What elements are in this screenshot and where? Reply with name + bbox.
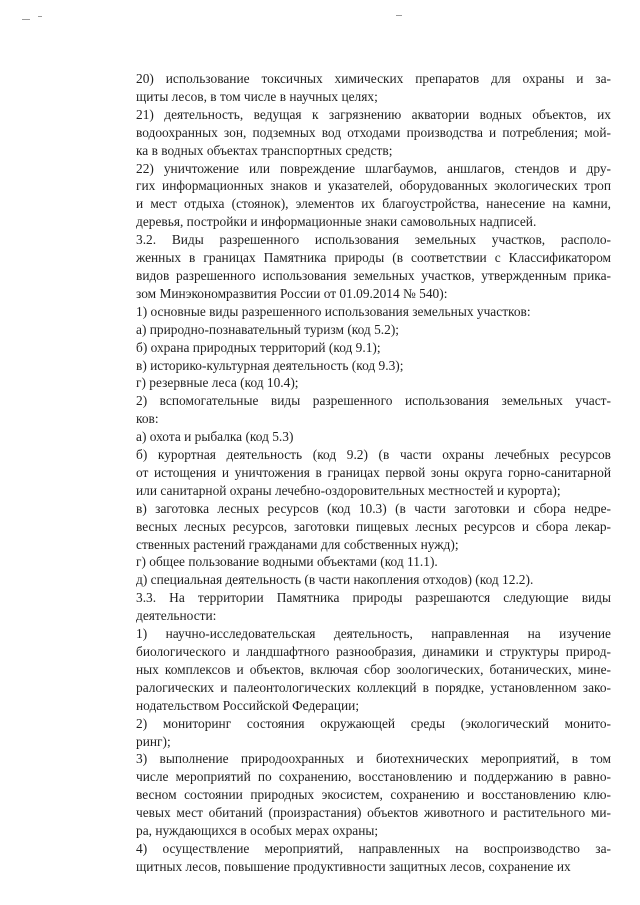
text-line: 2) мониторинг состояния окружающей среды (экологический монито- xyxy=(136,715,611,731)
text-line: ка в водных объектах транспортных средств; xyxy=(136,142,393,158)
text-line: ных комплексов и объектов, включая сбор зоологических, ботанических, мине- xyxy=(136,661,611,677)
text-line: женных в границах Памятника природы (в соответствии с Классификатором xyxy=(136,250,611,266)
text-line: щиты лесов, в том числе в научных целях; xyxy=(136,88,378,104)
paragraph xyxy=(98,625,611,715)
text-line: чевых мест обитаний (произрастания) объектов животного и растительного ми- xyxy=(136,805,611,821)
text-line: ралогических и палеонтологических коллекций в порядке, установленном зако- xyxy=(136,679,611,695)
text-line: биологического и ландшафтного разнообразия, динамики и структуры природ- xyxy=(136,644,611,659)
text-line: 3.3. На территории Памятника природы разрешаются следующие виды xyxy=(136,590,611,606)
text-line: 1) основные виды разрешенного использования земельных участков: xyxy=(136,303,531,319)
paragraph xyxy=(98,715,611,751)
paragraph xyxy=(98,840,611,876)
paragraph xyxy=(98,392,611,428)
paragraph xyxy=(98,357,611,375)
text-line: ринг); xyxy=(136,733,171,749)
text-line: в) заготовка лесных ресурсов (код 10.3) (в части заготовки и сбора недре- xyxy=(136,500,611,516)
paragraph xyxy=(98,750,611,840)
text-line: а) природно-познавательный туризм (код 5.2); xyxy=(136,321,400,337)
text-line: 3.2. Виды разрешенного использования земельных участков, располо- xyxy=(136,232,611,248)
text-line: д) специальная деятельность (в части накопления отходов) (код 12.2). xyxy=(136,572,534,588)
text-line: числе мероприятий по сохранению, восстановлению и поддержанию в равно- xyxy=(136,769,611,785)
paragraph xyxy=(98,374,611,392)
paragraph xyxy=(98,553,611,571)
scan-artifact xyxy=(22,19,30,20)
document-body xyxy=(98,70,611,876)
text-line: нодательством Российской Федерации; xyxy=(136,697,360,713)
text-line: б) курортная деятельность (код 9.2) (в части охраны лечебных ресурсов xyxy=(136,447,611,463)
text-line: весном состоянии природных экосистем, сохранению и восстановлению клю- xyxy=(136,787,611,803)
paragraph xyxy=(98,70,611,106)
text-line: деревья, постройки и информационные знаки самовольных надписей. xyxy=(136,214,537,230)
paragraph xyxy=(98,571,611,589)
paragraph xyxy=(98,339,611,357)
paragraph xyxy=(98,231,611,303)
text-line: а) охота и рыбалка (код 5.3) xyxy=(136,429,294,445)
text-line: ственных растений гражданами для собственных нужд); xyxy=(136,536,459,552)
text-line: деятельности: xyxy=(136,608,217,624)
paragraph xyxy=(98,106,611,160)
text-line: водоохранных зон, подземных вод отходами производства и потребления; мой- xyxy=(136,124,611,140)
scan-artifact xyxy=(38,16,42,17)
text-line: ра, нуждающихся в особых мерах охраны; xyxy=(136,823,379,839)
text-line: 3) выполнение природоохранных и биотехнических мероприятий, в том xyxy=(136,751,611,767)
text-line: гих информационных знаков и указателей, оборудованных экологических троп xyxy=(136,178,611,194)
text-line: 21) деятельность, ведущая к загрязнению акватории водных объектов, их xyxy=(136,106,611,122)
text-line: 2) вспомогательные виды разрешенного использования земельных участ- xyxy=(136,393,611,409)
paragraph xyxy=(98,303,611,321)
text-line: б) охрана природных территорий (код 9.1); xyxy=(136,339,381,355)
paragraph xyxy=(98,589,611,625)
text-line: 22) уничтожение или повреждение шлагбаумов, аншлагов, стендов и дру- xyxy=(136,160,611,176)
text-line: 20) использование токсичных химических препаратов для охраны и за- xyxy=(136,71,611,86)
paragraph xyxy=(98,446,611,500)
text-line: зом Минэкономразвития России от 01.09.2014 № 540): xyxy=(136,285,448,301)
paragraph xyxy=(98,160,611,232)
text-line: видов разрешенного использования земельных участков, утвержденным прика- xyxy=(136,267,611,283)
paragraph xyxy=(98,428,611,446)
text-line: в) историко-культурная деятельность (код 9.3); xyxy=(136,357,404,373)
text-line: г) резервные леса (код 10.4); xyxy=(136,375,299,391)
scan-artifact xyxy=(396,15,402,16)
text-line: от истощения и уничтожения в границах первой зоны округа горно-санитарной xyxy=(136,464,611,480)
text-line: или санитарной охраны лечебно-оздоровительных местностей и курорта); xyxy=(136,482,561,498)
text-line: весных лесных ресурсов, заготовки пищевых лесных ресурсов и сбора лекар- xyxy=(136,518,611,534)
text-line: щитных лесов, повышение продуктивности защитных лесов, сохранение их xyxy=(136,858,571,874)
text-line: и мест отдыха (стоянок), элементов их благоустройства, нанесение на камни, xyxy=(136,196,611,212)
text-line: 4) осуществление мероприятий, направленных на воспроизводство за- xyxy=(136,840,611,856)
paragraph xyxy=(98,500,611,554)
text-line: г) общее пользование водными объектами (код 11.1). xyxy=(136,554,438,570)
text-line: 1) научно-исследовательская деятельность, направленная на изучение xyxy=(136,626,611,642)
text-line: ков: xyxy=(136,411,159,427)
paragraph xyxy=(98,321,611,339)
